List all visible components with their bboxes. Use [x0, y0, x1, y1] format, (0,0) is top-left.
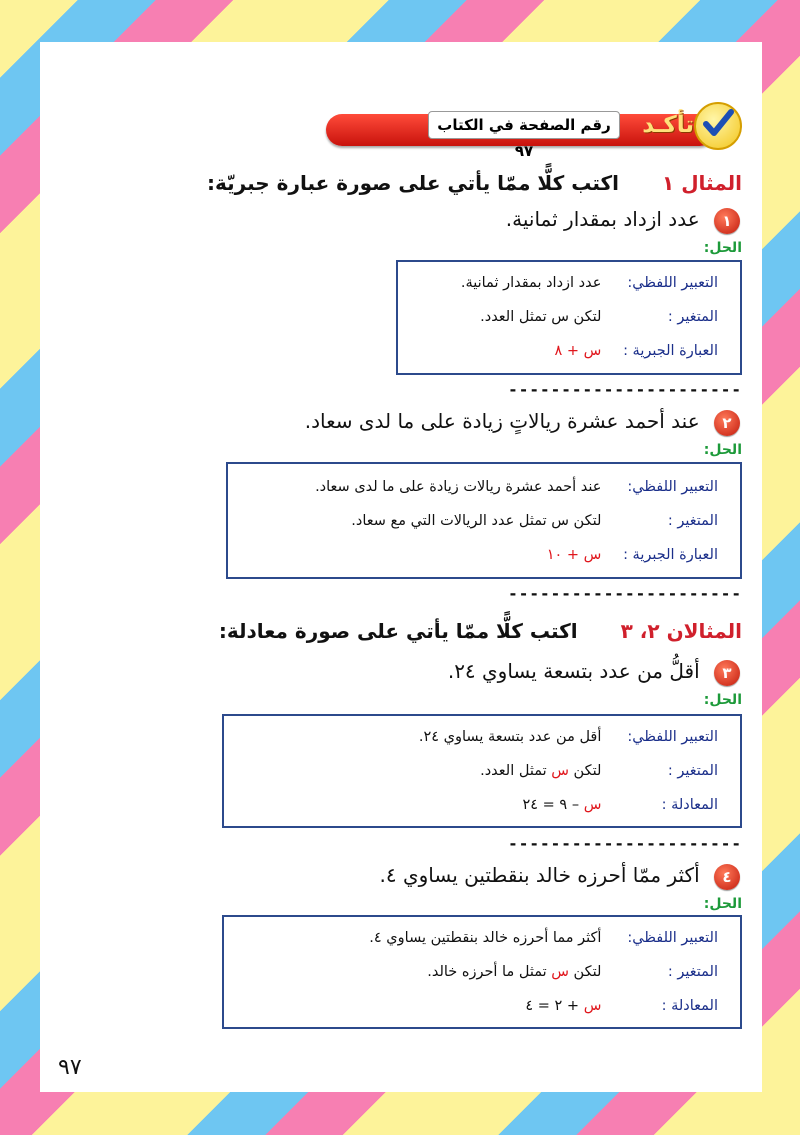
- verbal-label: التعبير اللفظي:: [627, 729, 718, 745]
- equation-label: المعادلة :: [661, 998, 718, 1014]
- examples23-heading: [219, 614, 742, 648]
- banner-title: تأكـد: [642, 112, 694, 138]
- example1-tag: المثال ١: [662, 171, 742, 195]
- verbal-row: [419, 724, 718, 750]
- verbal-label: التعبير اللفظي:: [627, 479, 718, 495]
- problem-1: [506, 202, 740, 236]
- verbal-value: عند أحمد عشرة ريالات زيادة على ما لدى سعاد.: [315, 479, 602, 495]
- problem-2: [305, 404, 740, 438]
- verbal-row: [315, 474, 718, 500]
- checkmark-icon: [694, 102, 742, 150]
- example1-instruction: اكتب كلًّا ممّا يأتي على صورة عبارة جبريّة:: [207, 171, 620, 195]
- variable-prefix: لتكن: [573, 763, 602, 779]
- variable-prefix: لتكن: [573, 964, 602, 980]
- problem-number-badge: ١: [714, 208, 740, 234]
- problem-statement: أقلُّ من عدد بتسعة يساوي ٢٤.: [447, 659, 700, 683]
- examples23-instruction: اكتب كلًّا ممّا يأتي على صورة معادلة:: [218, 619, 578, 643]
- equation-rest: – ٩ = ٢٤: [522, 797, 580, 813]
- variable-label: المتغير :: [667, 513, 718, 529]
- page-number: ٩٧: [58, 1055, 82, 1080]
- problem-4: [379, 858, 740, 892]
- equation-symbol: س: [583, 998, 602, 1014]
- variable-row: [480, 304, 718, 330]
- algebraic-value: س + ٨: [554, 343, 602, 359]
- solution-box-1: [396, 260, 742, 375]
- verbal-label: التعبير اللفظي:: [627, 930, 718, 946]
- problem-statement: أكثر ممّا أحرزه خالد بنقطتين يساوي ٤.: [379, 863, 700, 887]
- variable-row: [480, 758, 718, 784]
- verbal-row: [369, 925, 718, 951]
- example1-heading: [207, 166, 742, 200]
- verbal-value: عدد ازداد بمقدار ثمانية.: [460, 275, 602, 291]
- result-row: [525, 993, 718, 1019]
- examples23-tag: المثالان ٢، ٣: [620, 619, 742, 643]
- solution-label: الحل:: [703, 442, 742, 458]
- problem-number-badge: ٣: [714, 660, 740, 686]
- variable-value: لتكن س تمثل العدد.: [480, 309, 602, 325]
- variable-row: [427, 959, 718, 985]
- solution-label: الحل:: [703, 240, 742, 256]
- verbal-label: التعبير اللفظي:: [627, 275, 718, 291]
- verbal-value: أكثر مما أحرزه خالد بنقطتين يساوي ٤.: [369, 930, 602, 946]
- divider: ----------------------: [508, 380, 742, 399]
- variable-suffix: تمثل العدد.: [480, 763, 547, 779]
- variable-symbol: س: [551, 964, 569, 980]
- result-row: [547, 542, 718, 568]
- result-row: [555, 338, 718, 364]
- solution-label: الحل:: [703, 896, 742, 912]
- equation-symbol: س: [583, 797, 602, 813]
- variable-suffix: تمثل ما أحرزه خالد.: [427, 964, 547, 980]
- algebraic-label: العبارة الجبرية :: [623, 547, 718, 563]
- variable-symbol: س: [551, 763, 569, 779]
- divider: ----------------------: [508, 584, 742, 603]
- equation-rest: + ٢ = ٤: [525, 998, 580, 1014]
- problem-3: [448, 654, 740, 688]
- page: [40, 42, 762, 1092]
- equation-label: المعادلة :: [661, 797, 718, 813]
- algebraic-value: س + ١٠: [546, 547, 602, 563]
- variable-label: المتغير :: [667, 763, 718, 779]
- verbal-row: [461, 270, 718, 296]
- confirm-banner: [322, 108, 742, 160]
- solution-label: الحل:: [703, 692, 742, 708]
- result-row: [522, 792, 718, 818]
- divider: ----------------------: [508, 834, 742, 853]
- algebraic-label: العبارة الجبرية :: [623, 343, 718, 359]
- solution-box-2: [226, 462, 742, 579]
- page-reference: رقم الصفحة في الكتاب ٩٧: [428, 111, 620, 139]
- variable-row: [351, 508, 718, 534]
- solution-box-4: [222, 915, 742, 1029]
- variable-label: المتغير :: [667, 964, 718, 980]
- problem-number-badge: ٤: [714, 864, 740, 890]
- problem-statement: عدد ازداد بمقدار ثمانية.: [505, 207, 700, 231]
- problem-statement: عند أحمد عشرة ريالاتٍ زيادة على ما لدى سعاد.: [304, 409, 700, 433]
- problem-number-badge: ٢: [714, 410, 740, 436]
- solution-box-3: [222, 714, 742, 828]
- variable-label: المتغير :: [667, 309, 718, 325]
- variable-value: لتكن س تمثل عدد الريالات التي مع سعاد.: [351, 513, 602, 529]
- verbal-value: أقل من عدد بتسعة يساوي ٢٤.: [418, 729, 602, 745]
